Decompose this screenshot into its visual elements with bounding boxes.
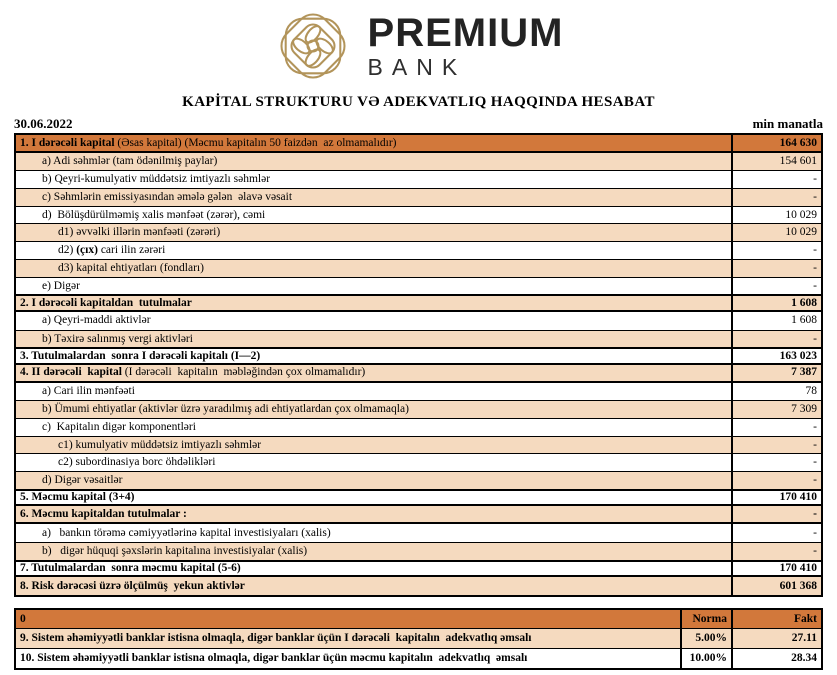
row-value: 164 630 (731, 135, 821, 151)
row-value: 154 601 (731, 153, 821, 171)
row-value: - (731, 242, 821, 259)
row-label (16, 278, 731, 295)
label-text: 4. II dərəcəli kapital (20, 366, 125, 379)
label-text: (çıx) (76, 244, 98, 257)
label-text: c) Səhmlərin emissiyasından əmələ gələn əlavə vəsait (42, 191, 293, 204)
label-text: 2. I dərəcəli kapitaldan tutulmalar (20, 296, 192, 309)
brand-text (368, 13, 564, 79)
meta-row (14, 116, 823, 132)
row-label (16, 242, 731, 259)
row-fakt: 28.34 (731, 649, 821, 668)
row-norma: 10.00% (680, 649, 731, 668)
row-label (16, 312, 731, 330)
label-text: (I dərəcəli kapitalın məbləğindən çox olmamalıdır) (124, 366, 366, 379)
brand-name: PREMIUM (367, 11, 564, 55)
header-label: 0 (20, 612, 26, 625)
row-fakt: 27.11 (731, 629, 821, 648)
label-text: b) Ümumi ehtiyatlar (aktivlər üzrə yaradılmış adi ehtiyatlardan çox olmamaqla) (42, 403, 409, 416)
row-value: 170 410 (731, 491, 821, 505)
row-label (16, 383, 731, 401)
table-row (16, 524, 821, 542)
label-text: 9. Sistem əhəmiyyətli banklar istisna olmaqla, digər banklar üçün I dərəcəli kapitalın adekvatlıq əmsalı (20, 632, 532, 645)
row-value: 601 368 (731, 577, 821, 595)
row-value: - (731, 506, 821, 522)
label-text: b) Təxirə salınmış vergi aktivləri (42, 332, 193, 345)
table-row (16, 294, 821, 312)
row-label (16, 543, 731, 560)
row-label (16, 260, 731, 277)
table-row (16, 206, 821, 224)
table-row (16, 330, 821, 348)
row-value: - (731, 419, 821, 436)
label-text: (Əsas kapital) (Məcmu kapitalın 50 faizdən az olmamalıdır) (117, 136, 397, 149)
label-text: c) Kapitalın digər komponentləri (42, 421, 196, 434)
table-row (16, 471, 821, 489)
row-label (16, 437, 731, 454)
label-text: d) Digər vəsaitlər (42, 474, 123, 487)
table-row (16, 648, 821, 668)
label-text: a) Adi səhmlər (tam ödənilmiş paylar) (42, 155, 218, 168)
page-title: KAPİTAL STRUKTURU VƏ ADEKVATLIQ HAQQINDA HESABAT (182, 94, 655, 110)
table-header-row (16, 610, 821, 628)
label-text: b) digər hüquqi şəxslərin kapitalına investisiyalar (xalis) (42, 544, 308, 557)
fakt-header: Fakt (731, 610, 821, 628)
row-label (16, 349, 731, 363)
label-text: 6. Məcmu kapitaldan tutulmalar : (20, 507, 187, 520)
row-value: - (731, 543, 821, 560)
table-row (16, 223, 821, 241)
label-text: 7. Tutulmalardan sonra məcmu kapital (5-6) (20, 562, 241, 575)
label-text: a) Qeyri-maddi aktivlər (42, 314, 151, 327)
row-value: 163 023 (731, 349, 821, 363)
capital-table (14, 133, 823, 597)
label-text: d1) əvvəlki illərin mənfəəti (zərəri) (58, 226, 221, 239)
label-text: 3. Tutulmalardan sonra I dərəcəli kapitalı (I—2) (20, 349, 261, 362)
knot-emblem-icon (274, 7, 352, 85)
row-label (16, 577, 731, 595)
row-value: 170 410 (731, 562, 821, 576)
row-label (16, 224, 731, 241)
table-row (16, 418, 821, 436)
row-value: - (731, 472, 821, 489)
row-label (16, 472, 731, 489)
norma-header: Norma (680, 610, 731, 628)
table-row (16, 489, 821, 507)
row-value: 1 608 (731, 296, 821, 310)
row-label (16, 171, 731, 188)
row-value: - (731, 171, 821, 188)
table-row (16, 135, 821, 153)
row-label (16, 524, 731, 542)
table-row (16, 577, 821, 595)
row-label (16, 331, 731, 348)
label-text: d) Bölüşdürülməmiş xalis mənfəət (zərər), cəmi (42, 208, 266, 221)
row-label (16, 189, 731, 206)
row-label (16, 629, 680, 648)
row-value: - (731, 331, 821, 348)
table-row (16, 312, 821, 330)
row-label (16, 419, 731, 436)
table-row (16, 188, 821, 206)
row-norma: 5.00% (680, 629, 731, 648)
label-text: cari ilin zərəri (97, 244, 166, 257)
row-value: - (731, 524, 821, 542)
table-row (16, 241, 821, 259)
label-text: a) Cari ilin mənfəəti (42, 385, 135, 398)
row-label (16, 506, 731, 522)
table-row (16, 365, 821, 383)
unit-label: min manatla (752, 116, 823, 131)
brand-subtitle: BANK (367, 54, 467, 80)
row-label (16, 153, 731, 171)
row-label (16, 454, 731, 471)
row-label (16, 296, 731, 310)
table-row (16, 259, 821, 277)
row-value: 78 (731, 383, 821, 401)
table-row (16, 560, 821, 578)
row-value: 10 029 (731, 224, 821, 241)
row-label (16, 207, 731, 224)
label-text: 8. Risk dərəcəsi üzrə ölçülmüş yekun aktivlər (20, 579, 245, 592)
row-label (16, 135, 731, 151)
label-text: b) Qeyri-kumulyativ müddətsiz imtiyazlı səhmlər (42, 173, 271, 186)
row-value: - (731, 260, 821, 277)
label-text: 5. Məcmu kapital (3+4) (20, 491, 135, 504)
label-text: c2) subordinasiya borc öhdəlikləri (58, 456, 216, 469)
bank-logo (0, 5, 837, 87)
table-row (16, 436, 821, 454)
row-label (16, 562, 731, 576)
label-text: 10. Sistem əhəmiyyətli banklar istisna olmaqla, digər banklar üçün məcmu kapitalın adekvatlıq əmsalı (20, 652, 528, 665)
table-row (16, 400, 821, 418)
label-text: d2) (58, 244, 77, 257)
table-row (16, 277, 821, 295)
row-value: - (731, 278, 821, 295)
table-row (16, 153, 821, 171)
table-row (16, 453, 821, 471)
table-row (16, 506, 821, 524)
row-value: - (731, 454, 821, 471)
report-page (0, 5, 837, 670)
table-row (16, 170, 821, 188)
table-row (16, 383, 821, 401)
table-row (16, 628, 821, 648)
row-label (16, 491, 731, 505)
row-label (16, 649, 680, 668)
row-label (16, 365, 731, 381)
row-value: 7 309 (731, 401, 821, 418)
report-date: 30.06.2022 (14, 116, 73, 131)
row-label (16, 401, 731, 418)
table-row (16, 347, 821, 365)
table-row (16, 542, 821, 560)
label-text: c1) kumulyativ müddətsiz imtiyazlı səhmlər (58, 438, 262, 451)
row-value: 7 387 (731, 365, 821, 381)
row-value: - (731, 437, 821, 454)
label-text: a) bankın törəmə cəmiyyətlərinə kapital investisiyaları (xalis) (42, 526, 331, 539)
row-value: 1 608 (731, 312, 821, 330)
row-value: - (731, 189, 821, 206)
label-text: d3) kapital ehtiyatları (fondları) (58, 261, 204, 274)
adequacy-table (14, 608, 823, 670)
label-text: 1. I dərəcəli kapital (20, 136, 118, 149)
label-text: e) Digər (42, 279, 80, 292)
row-value: 10 029 (731, 207, 821, 224)
